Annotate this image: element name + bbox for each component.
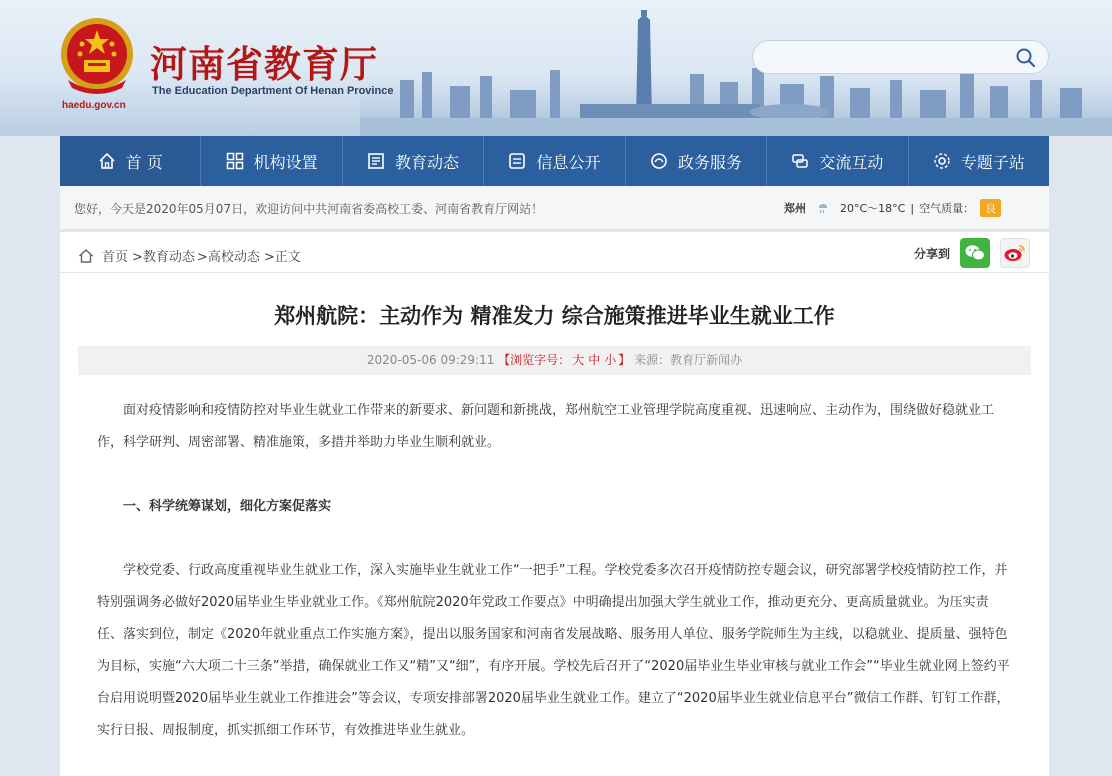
- home-icon: [98, 152, 116, 170]
- nav-label: 交流互动: [819, 152, 884, 172]
- nav-label: 专题子站: [960, 152, 1025, 172]
- org-icon: [226, 152, 244, 170]
- service-icon: [650, 152, 668, 170]
- nav-label: 教育动态: [395, 152, 460, 172]
- font-size-label-close: 】: [618, 353, 631, 367]
- weather-city: 郑州: [784, 202, 806, 215]
- search-input[interactable]: [767, 48, 1007, 68]
- news-icon: [367, 152, 385, 170]
- home-icon: [78, 248, 94, 264]
- nav-item-gov-services[interactable]: [626, 136, 767, 186]
- share-bar: [914, 238, 1030, 268]
- nav-item-education-news[interactable]: [343, 136, 484, 186]
- breadcrumb-divider: [60, 272, 1049, 273]
- wechat-icon: [964, 243, 986, 263]
- breadcrumb: [78, 246, 303, 265]
- nav-item-interaction[interactable]: [767, 136, 908, 186]
- nav-item-organization[interactable]: [201, 136, 342, 186]
- weather-widget: [784, 199, 1001, 217]
- font-size-large-button[interactable]: 大: [572, 353, 585, 367]
- rain-cloud-icon: [816, 201, 830, 215]
- nav-item-home[interactable]: [60, 136, 201, 186]
- article-paragraph: 学校党委、行政高度重视毕业生就业工作，深入实施毕业生就业工作“一把手”工程。学校党委多次召开疫情防控专题会议，研究部署学校疫情防控工作，并特别强调务必做好2020届毕业生毕业就业工作。《郑州航院2020年党政工作要点》中明确提出加强大学生就业工作，推动更充分、更高质量就业。为压实责任、落实到位，制定《2020年就业重点工作实施方案》，提出以服务国家和河南省发展战略、服务用人单位、服务学院师生为主线，以稳就业、提质量、强特色为目标，实施“六大项二十三条”举措，确保就业工作又“精”又“细”，有序开展。学校先后召开了“2020届毕业生毕业审核与就业工作会”“毕业生就业网上签约平台启用说明暨2020届毕业生就业工作推进会”等会议，专项安排部署2020届毕业生就业工作。建立了“2020届毕业生就业信息平台”微信工作群、钉钉工作群，实行日报、周报制度，抓实抓细工作环节，有效推进毕业生就业。: [97, 563, 1010, 738]
- breadcrumb-home[interactable]: 首页: [102, 250, 129, 265]
- font-size-small-button[interactable]: 小: [604, 353, 617, 367]
- nav-label: 信息公开: [536, 152, 601, 172]
- font-size-medium-button[interactable]: 中: [588, 353, 601, 367]
- welcome-text: 您好，今天是2020年05月07日，欢迎访问中共河南省委高校工委、河南省教育厅网站！: [74, 202, 544, 216]
- weather-temperature: 20°C～18°C: [840, 202, 906, 215]
- article-source: 来源：教育厅新闻办: [634, 353, 743, 367]
- nav-item-info-disclosure[interactable]: [484, 136, 625, 186]
- article-body: [97, 395, 1012, 747]
- nav-item-topic-sites[interactable]: [909, 136, 1049, 186]
- weather-separator: |: [910, 201, 915, 215]
- site-subtitle: The Education Department Of Henan Province: [152, 85, 394, 97]
- nav-label: 政务服务: [677, 152, 742, 172]
- air-quality-label: 空气质量：: [919, 202, 975, 215]
- breadcrumb-current: >正文: [263, 250, 301, 265]
- info-icon: [508, 152, 526, 170]
- search-box: [752, 40, 1049, 74]
- national-emblem-icon: [58, 14, 136, 98]
- article-section-heading: 一、科学统筹谋划，细化方案促落实: [123, 499, 332, 514]
- share-label: 分享到: [914, 246, 951, 261]
- nav-label: 机构设置: [253, 152, 318, 172]
- nav-label: 首 页: [125, 152, 163, 172]
- interact-icon: [791, 152, 809, 170]
- weibo-icon: [1003, 243, 1027, 263]
- air-quality-badge: 良: [980, 199, 1001, 217]
- breadcrumb-education-news[interactable]: >教育动态: [132, 250, 195, 265]
- main-nav: [60, 136, 1049, 186]
- topic-icon: [933, 152, 951, 170]
- site-title[interactable]: 河南省教育厅: [150, 43, 378, 86]
- welcome-bar: [60, 186, 1049, 230]
- article-meta: [78, 346, 1031, 375]
- article-datetime: 2020-05-06 09:29:11: [366, 353, 495, 367]
- breadcrumb-university-news[interactable]: >高校动态: [196, 250, 260, 265]
- article-title: 郑州航院：主动作为 精准发力 综合施策推进毕业生就业工作: [274, 304, 835, 328]
- font-size-label-open: 【浏览字号：: [498, 353, 571, 367]
- paragraph-spacer: [97, 523, 1012, 555]
- article-paragraph: 面对疫情影响和疫情防控对毕业生就业工作带来的新要求、新问题和新挑战，郑州航空工业管理学院高度重视、迅速响应、主动作为，围绕做好稳就业工作，科学研判、周密部署、精准施策，多措并举助力毕业生顺利就业。: [97, 403, 995, 450]
- site-url: haedu.gov.cn: [62, 100, 126, 111]
- wechat-share-button[interactable]: [960, 238, 990, 268]
- content-panel: [60, 232, 1049, 776]
- header-banner: [0, 0, 1112, 136]
- search-icon[interactable]: [1015, 47, 1037, 69]
- weibo-share-button[interactable]: [1000, 238, 1030, 268]
